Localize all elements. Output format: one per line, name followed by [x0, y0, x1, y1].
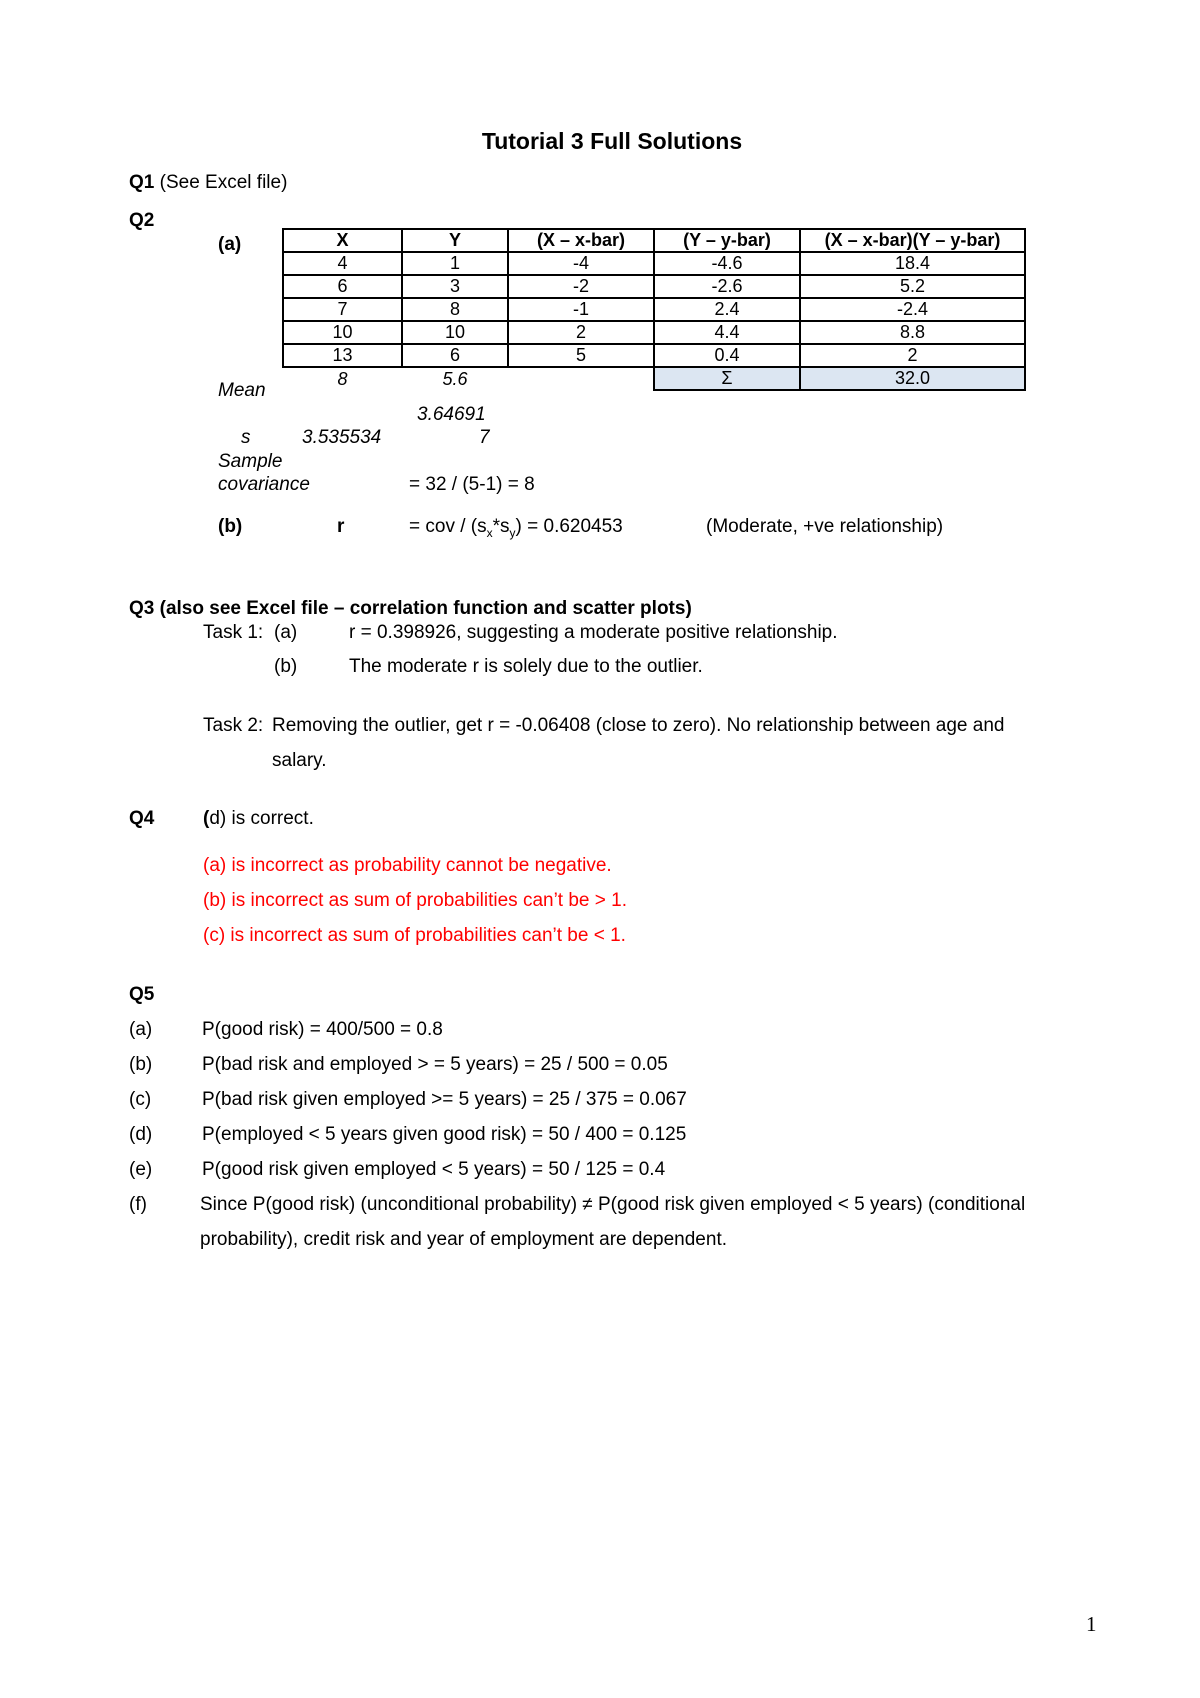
- q1-label: Q1: [129, 172, 155, 193]
- table-header-cell: (X – x-bar)(Y – y-bar): [800, 229, 1025, 252]
- q5-item-text: Since P(good risk) (unconditional probability) ≠ P(good risk given employed < 5 years) (conditional: [200, 1194, 1026, 1215]
- table-cell: 2: [800, 344, 1025, 367]
- page-number: 1: [1086, 1612, 1097, 1636]
- task2-label: Task 2:: [203, 715, 264, 736]
- table-cell: -2: [508, 275, 654, 298]
- r-sub-y: y: [509, 525, 516, 540]
- task1-b-text: The moderate r is solely due to the outlier.: [349, 656, 703, 677]
- s-label: s: [241, 427, 251, 448]
- table-cell: 0.4: [654, 344, 800, 367]
- seven-value: 7: [479, 427, 490, 448]
- q4-reason: (b) is incorrect as sum of probabilities can’t be > 1.: [203, 890, 627, 911]
- q5-item-label: (b): [129, 1054, 153, 1075]
- table-cell: 2: [508, 321, 654, 344]
- q3-heading: Q3 (also see Excel file – correlation function and scatter plots): [129, 598, 692, 619]
- table-cell: 6: [402, 344, 508, 367]
- table-cell: -2.4: [800, 298, 1025, 321]
- q2-b-label: (b): [218, 516, 243, 537]
- table-header-cell: (Y – y-bar): [654, 229, 800, 252]
- table-cell: -2.6: [654, 275, 800, 298]
- table-cell: 5.2: [800, 275, 1025, 298]
- r-star: *s: [492, 516, 510, 537]
- task1-label: Task 1:: [203, 622, 264, 643]
- table-cell: -4: [508, 252, 654, 275]
- sum-symbol: Σ: [654, 367, 800, 390]
- mean-label: Mean: [218, 380, 266, 401]
- table-cell: 8: [402, 298, 508, 321]
- table-cell: 8.8: [800, 321, 1025, 344]
- table-cell: 13: [283, 344, 402, 367]
- sx-value: 3.535534: [302, 427, 382, 448]
- table-row: [283, 298, 1025, 321]
- table-cell: 3: [402, 275, 508, 298]
- q5-item-label: (d): [129, 1124, 153, 1145]
- table-row: [283, 275, 1025, 298]
- q2-a-label: (a): [218, 234, 242, 255]
- table-summary-row: [283, 367, 1025, 390]
- page-title: Tutorial 3 Full Solutions: [481, 128, 743, 154]
- table-cell: 18.4: [800, 252, 1025, 275]
- table-cell: 1: [402, 252, 508, 275]
- table-cell: 10: [402, 321, 508, 344]
- q5-item-text: P(good risk) = 400/500 = 0.8: [202, 1019, 443, 1040]
- q4-reason: (a) is incorrect as probability cannot be negative.: [203, 855, 612, 876]
- q5-item-label: (e): [129, 1159, 153, 1180]
- table-cell: 5: [508, 344, 654, 367]
- mean-y: 5.6: [442, 368, 468, 389]
- table-cell: 7: [283, 298, 402, 321]
- q1-line: [129, 172, 287, 194]
- table-row: [283, 321, 1025, 344]
- q5-item-label: (c): [129, 1089, 152, 1110]
- r-sub-x: x: [486, 525, 493, 540]
- q5-item-label: (a): [129, 1019, 153, 1040]
- q4-reason: (c) is incorrect as sum of probabilities can’t be < 1.: [203, 925, 626, 946]
- table-row: [283, 252, 1025, 275]
- sy-value: 3.64691: [417, 404, 486, 425]
- table-cell: 2.4: [654, 298, 800, 321]
- table-cell: 10: [283, 321, 402, 344]
- task1-a-text: r = 0.398926, suggesting a moderate positive relationship.: [349, 622, 838, 643]
- mean-x: 8: [337, 368, 348, 389]
- q5-label: Q5: [129, 984, 155, 1005]
- table-cell: 4.4: [654, 321, 800, 344]
- table-cell: -1: [508, 298, 654, 321]
- q4-answer: [203, 808, 314, 830]
- r-equation: [409, 516, 623, 540]
- r-comment: (Moderate, +ve relationship): [706, 516, 944, 537]
- q5-f-line2: probability), credit risk and year of employment are dependent.: [200, 1229, 727, 1250]
- r-label: r: [337, 516, 345, 537]
- table-header-row: [283, 229, 1025, 252]
- task2-line1: Removing the outlier, get r = -0.06408 (close to zero). No relationship between age and: [272, 715, 1005, 736]
- q5-item-text: P(bad risk given employed >= 5 years) = 25 / 375 = 0.067: [202, 1089, 687, 1110]
- covariance-label: covariance: [218, 474, 310, 495]
- r-eq-prefix: = cov / (s: [409, 516, 487, 537]
- sample-label: Sample: [218, 451, 283, 472]
- q4-answer-paren: (: [203, 808, 210, 829]
- empty-cell: [508, 367, 654, 390]
- task1-b-label: (b): [274, 656, 298, 677]
- q5-item-text: P(employed < 5 years given good risk) = 50 / 400 = 0.125: [202, 1124, 687, 1145]
- table-cell: -4.6: [654, 252, 800, 275]
- task1-a-label: (a): [274, 622, 298, 643]
- q4-label: Q4: [129, 808, 155, 829]
- q1-text: (See Excel file): [159, 172, 288, 193]
- table-header-cell: Y: [402, 229, 508, 252]
- q2-label: Q2: [129, 210, 155, 231]
- q5-item-text: P(bad risk and employed > = 5 years) = 25 / 500 = 0.05: [202, 1054, 668, 1075]
- q4-answer-rest: d) is correct.: [209, 808, 314, 829]
- q2-table: [282, 228, 1026, 391]
- r-eq-suffix: ) = 0.620453: [515, 516, 623, 537]
- table-header-cell: (X – x-bar): [508, 229, 654, 252]
- table-header-cell: X: [283, 229, 402, 252]
- q5-item-label: (f): [129, 1194, 147, 1215]
- q5-item-text: P(good risk given employed < 5 years) = 50 / 125 = 0.4: [202, 1159, 666, 1180]
- table-row: [283, 344, 1025, 367]
- table-cell: 4: [283, 252, 402, 275]
- table-cell: 6: [283, 275, 402, 298]
- covariance-value: = 32 / (5-1) = 8: [409, 474, 535, 495]
- sum-value: 32.0: [800, 367, 1025, 390]
- task2-line2: salary.: [272, 750, 327, 771]
